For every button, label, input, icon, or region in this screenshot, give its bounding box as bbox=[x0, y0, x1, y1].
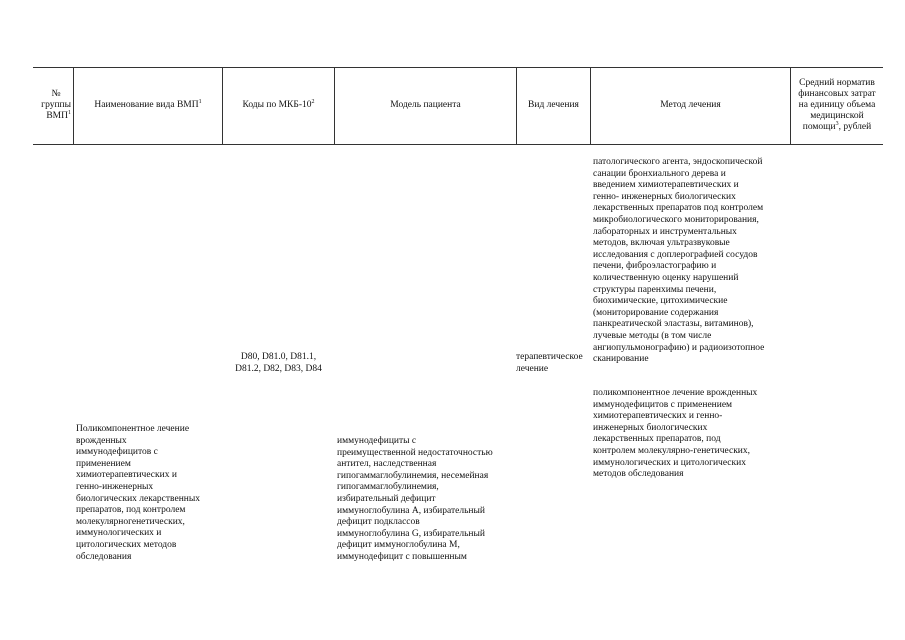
header-icd-codes-label: Коды по МКБ-10 bbox=[242, 100, 312, 110]
patient-model-cell bbox=[337, 436, 493, 564]
method-line: санации бронхиального дерева и bbox=[593, 168, 726, 179]
method-line: печени, фиброэластографию и bbox=[593, 261, 717, 272]
patient-model-line: иммунодефициты с bbox=[337, 436, 417, 446]
vmp-name-cell bbox=[76, 424, 200, 563]
header-bottom-rule bbox=[33, 144, 883, 145]
method-line: патологического агента, эндоскопической bbox=[593, 157, 763, 167]
header-cost-line: на единицу объема bbox=[798, 100, 876, 110]
method-line: инженерных биологических bbox=[593, 422, 708, 433]
vmp-name-line: молекулярногенетических, bbox=[76, 516, 185, 527]
vmp-name-line: цитологических методов bbox=[76, 539, 177, 550]
header-vmp-name-label: Наименование вида ВМП bbox=[94, 100, 199, 110]
method-line: ангиопульмонографию) и радиоизотопное bbox=[593, 342, 765, 353]
treatment-type-line: лечение bbox=[516, 363, 549, 374]
vmp-name-line: химиотерапевтических и bbox=[76, 470, 177, 481]
patient-model-line: иммуноглобулина A, избирательный bbox=[337, 505, 485, 516]
method-line: (мониторирование содержания bbox=[593, 307, 719, 318]
treatment-type-cell bbox=[516, 352, 583, 375]
method-line: лабораторных и инструментальных bbox=[593, 226, 737, 237]
patient-model-line: иммунодефицит с повышенным bbox=[337, 551, 467, 562]
header-treatment-method bbox=[591, 67, 790, 144]
patient-model-line: иммуноглобулина G, избирательный bbox=[337, 528, 485, 539]
method-line: методов обследования bbox=[593, 469, 684, 480]
vmp-name-line: биологических лекарственных bbox=[76, 493, 200, 504]
method-line: методов, включая ультразвуковые bbox=[593, 238, 730, 249]
header-treatment-type-label: Вид лечения bbox=[528, 100, 579, 110]
method-line: структуры паренхимы печени, bbox=[593, 284, 717, 295]
method-line: сканирование bbox=[593, 354, 649, 365]
method-text-block bbox=[593, 388, 757, 481]
method-line: генно- инженерных биологических bbox=[593, 191, 736, 202]
icd-codes-line: D81.2, D82, D83, D84 bbox=[235, 363, 322, 374]
header-group-number bbox=[33, 67, 71, 144]
method-line: биохимические, цитохимические bbox=[593, 296, 728, 307]
footnote-mark: 2 bbox=[311, 98, 315, 105]
method-line: лекарственных препаратов под контролем bbox=[593, 203, 764, 214]
method-text-block bbox=[593, 157, 764, 366]
header-cost-line: финансовых затрат bbox=[798, 89, 876, 99]
footnote-mark: 1 bbox=[198, 98, 202, 105]
header-group-line: группы bbox=[41, 100, 71, 110]
method-line: исследования с доплерографией сосудов bbox=[593, 249, 758, 260]
header-cost-line: медицинской bbox=[810, 111, 864, 121]
patient-model-line: антител, наследственная bbox=[337, 459, 437, 470]
method-line: лучевые методы (в том числе bbox=[593, 330, 712, 341]
header-group-line: № bbox=[51, 89, 61, 99]
method-line: иммунодефицитов с применением bbox=[593, 399, 733, 410]
header-average-cost bbox=[791, 67, 883, 144]
patient-model-line: гипогаммаглобулинемия, несемейная bbox=[337, 470, 489, 481]
header-cost-line: помощи$^3$, рублей bbox=[802, 120, 872, 132]
vmp-name-line: обследования bbox=[76, 551, 132, 562]
icd-codes-cell bbox=[223, 352, 334, 375]
patient-model-line: избирательный дефицит bbox=[337, 493, 436, 504]
vmp-name-line: иммунодефицитов с bbox=[76, 447, 158, 458]
method-line: введением химиотерапевтических и bbox=[593, 180, 739, 191]
vmp-name-line: генно-инженерных bbox=[76, 481, 154, 492]
vmp-name-line: препаратов, под контролем bbox=[76, 505, 186, 516]
header-patient-model bbox=[335, 67, 516, 144]
vmp-name-line: применением bbox=[76, 458, 131, 469]
method-line: панкреатической эластазы, витаминов), bbox=[593, 319, 754, 330]
footnote-mark: 1 bbox=[68, 109, 71, 116]
header-treatment-type bbox=[517, 67, 590, 144]
method-line: поликомпонентное лечение врожденных bbox=[593, 388, 758, 398]
vmp-name-line: иммунологических и bbox=[76, 528, 162, 539]
method-line: иммунологических и цитологических bbox=[593, 457, 746, 468]
patient-model-line: дефицит иммуноглобулина M, bbox=[337, 540, 460, 551]
footnote-mark: 3 bbox=[835, 120, 839, 127]
treatment-type-line: терапевтическое bbox=[516, 352, 583, 362]
patient-model-line: дефицит подклассов bbox=[337, 517, 420, 528]
method-line: микробиологического мониторирования, bbox=[593, 214, 759, 225]
header-patient-model-label: Модель пациента bbox=[390, 100, 461, 110]
method-line: лекарственных препаратов, под bbox=[593, 434, 721, 445]
patient-model-line: гипогаммаглобулинемия, bbox=[337, 482, 439, 493]
header-vmp-name bbox=[74, 67, 222, 144]
header-treatment-method-label: Метод лечения bbox=[660, 100, 721, 110]
vmp-name-line: врожденных bbox=[76, 435, 127, 446]
method-line: количественную оценку нарушений bbox=[593, 272, 739, 283]
vmp-name-line: Поликомпонентное лечение bbox=[76, 424, 190, 434]
method-line: химиотерапевтических и генно- bbox=[593, 411, 723, 422]
header-group-line: ВМП$^1$ bbox=[46, 109, 71, 121]
header-icd-codes bbox=[223, 67, 334, 144]
patient-model-line: преимущественной недостаточностью bbox=[337, 447, 493, 458]
icd-codes-line: D80, D81.0, D81.1, bbox=[240, 352, 317, 362]
method-line: контролем молекулярно-генетических, bbox=[593, 445, 751, 456]
header-cost-line: Средний норматив bbox=[799, 78, 875, 88]
